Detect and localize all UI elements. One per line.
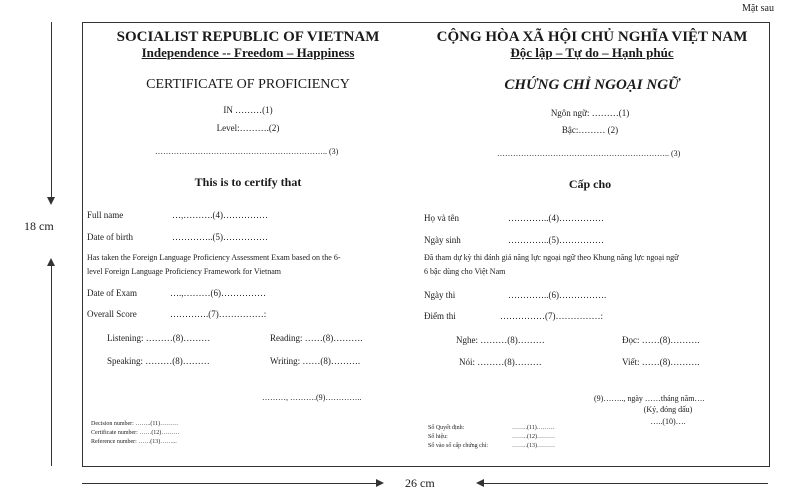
right-exam-date-value: …………..(6)…………….: [508, 290, 607, 300]
arrow-left-icon: [476, 479, 484, 487]
height-arrow-top-line: [51, 22, 52, 197]
right-signer-field: …..(10)….: [650, 417, 686, 426]
right-exam-date-label: Ngày thi: [424, 290, 456, 300]
right-reference-label: Số vào sổ cấp chứng chỉ:: [428, 443, 489, 449]
right-dob-label: Ngày sinh: [424, 235, 461, 245]
right-statement-line-2: 6 bậc dùng cho Việt Nam: [424, 267, 506, 276]
right-writing-score: Viết: ……(8)……….: [622, 357, 700, 367]
left-dob-value: …………..(5)……………: [172, 232, 268, 242]
arrow-up-icon: [47, 258, 55, 266]
left-motto: Independence -- Freedom – Happiness: [141, 45, 355, 60]
left-overall-score-value: ………….(7)……………:: [170, 309, 267, 319]
width-arrow-left-line: [82, 483, 378, 484]
left-decision-number: Decision number: ……..(11)………: [91, 421, 179, 427]
left-speaking-score: Speaking: ………(8)………: [107, 356, 210, 366]
left-level-field: Level:……….(2): [216, 123, 280, 133]
left-dob-label: Date of birth: [87, 232, 133, 242]
left-certify-heading: This is to certify that: [194, 175, 302, 189]
left-certificate-title: CERTIFICATE OF PROFICIENCY: [146, 77, 350, 92]
arrow-down-icon: [47, 197, 55, 205]
right-certificate-value: ……..(12)………: [512, 434, 555, 440]
left-exam-date-label: Date of Exam: [87, 288, 137, 298]
left-reading-score: Reading: ……(8)……….: [270, 333, 363, 343]
left-signature-place-date: ………, ……….(9)…………..: [262, 393, 362, 402]
page-side-label: Mặt sau: [742, 3, 774, 14]
left-field-3: ……………………………………………………….. (3): [155, 147, 339, 156]
right-signature-note: (Ký, đóng dấu): [643, 405, 693, 414]
width-dimension-label: 26 cm: [405, 476, 435, 490]
right-score-label: Điểm thi: [424, 311, 456, 321]
left-statement-line-1: Has taken the Foreign Language Proficiency Assessment Exam based on the 6-: [87, 253, 341, 262]
right-decision-value: ……..(11)………: [512, 425, 555, 431]
left-full-name-label: Full name: [87, 210, 124, 220]
right-motto: Độc lập – Tự do – Hạnh phúc: [510, 45, 674, 60]
right-level-field: Bậc:……… (2): [561, 125, 619, 135]
right-full-name-label: Họ và tên: [424, 213, 459, 223]
left-reference-number: Reference number: ……(13)……...: [91, 439, 177, 445]
left-exam-date-value: ….,………(6)……………: [170, 288, 266, 298]
right-speaking-score: Nói: ………(8)………: [459, 357, 542, 367]
right-reference-value: ……..(13)………: [512, 443, 555, 449]
width-arrow-right-line: [484, 483, 768, 484]
right-field-3: ……………………………………………………….. (3): [497, 149, 681, 158]
right-full-name-value: …………..(4)……………: [508, 213, 604, 223]
right-listening-score: Nghe: ………(8)………: [456, 335, 545, 345]
right-dob-value: …………..(5)……………: [508, 235, 604, 245]
right-statement-line-1: Đã tham dự kỳ thi đánh giá năng lực ngoại ngữ theo Khung năng lực ngoại ngữ: [424, 253, 679, 262]
right-reading-score: Đọc: ……(8)……….: [622, 335, 700, 345]
right-decision-label: Số Quyết định:: [428, 425, 465, 431]
left-country-header: SOCIALIST REPUBLIC OF VIETNAM: [116, 29, 380, 45]
right-language-field: Ngôn ngữ: ………(1): [550, 108, 630, 118]
left-listening-score: Listening: ………(8)………: [107, 333, 211, 343]
left-overall-score-label: Overall Score: [87, 309, 137, 319]
height-dimension-label: 18 cm: [24, 219, 54, 233]
right-certificate-title: CHỨNG CHỈ NGOẠI NGỮ: [504, 77, 680, 93]
left-writing-score: Writing: ……(8)……….: [270, 356, 361, 366]
right-country-header: CỘNG HÒA XÃ HỘI CHỦ NGHĨA VIỆT NAM: [436, 29, 748, 45]
left-statement-line-2: level Foreign Language Proficiency Framework for Vietnam: [87, 267, 281, 276]
left-certificate-number: Certificate number: ……(12)………: [91, 430, 180, 436]
right-certificate-label: Số hiệu:: [428, 434, 448, 440]
right-issued-to-heading: Cấp cho: [568, 177, 612, 191]
right-score-value: ……………(7)……………:: [500, 311, 603, 321]
height-arrow-bottom-line: [51, 266, 52, 466]
right-signature-place-date: (9)…….., ngày ……tháng năm….: [594, 394, 705, 403]
left-language-field: IN ………(1): [223, 105, 273, 115]
left-full-name-value: …,……….(4)……………: [172, 210, 268, 220]
arrow-right-icon: [376, 479, 384, 487]
